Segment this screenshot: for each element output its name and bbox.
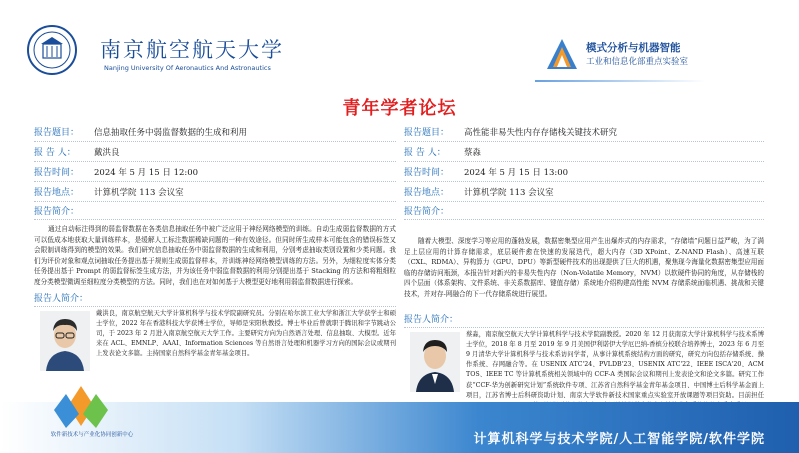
abstract-text: 随着大模型、深度学习等应用的蓬勃发展，数据密集型应用产生出爆炸式的内存需求，“存储墙”问题日益严峻，为了满足上层应用的计算存储需求，底层硬件愈在快速的发展迭代，超大内存（3D XPoint、Z-NAND Flash）、高速互联（CXL、RDMA）、异构算力（GPU、DPU）等新型硬件技术的出现提供了巨大的机遇，聚焦现今海量化数据密集型应用面临的存储访问瓶颈，本报告针对新兴的非易失性内存（Non-Volatile Memory，NVM）以软硬件协同的角度，从存储栈的四个层面（体系架构、文件系统、非关系数据库、键值存储）系统地介绍构建高性能 NVM 存储系统面临机遇、挑战和关键技术，并对存-网融合的下一代存储系统进行展望。	[404, 237, 764, 298]
lab-name-line1: 模式分析与机器智能	[586, 42, 681, 54]
speaker-value: 蔡淼	[464, 147, 482, 158]
speaker-photo	[410, 332, 460, 392]
abstract-label: 报告简介：	[34, 202, 396, 220]
innovation-center-logo-icon	[46, 384, 116, 430]
place-row	[34, 182, 396, 202]
innovation-center-name: 软件新技术与产业化协同创新中心	[50, 432, 134, 438]
abstract-text: 通过自动标注得到的弱监督数据在各类信息抽取任务中被广泛应用于神经网络模型的训练。自动生成弱监督数据的方式可以低成本地获取大量训练样本，是缓解人工标注数据稀缺问题的一种有效途径。但同时所生成样本可能包含的错误标签又会限制训练得到的模型的效果。我们研究信息抽取任务中弱监督数据的生成和利用，分别考虑抽取类别设置和少类问题。我们为评价对象和观点词抽取任务提出基于规则生成弱监督样本，并训练神经网络模型训练的方法。另外，为细粒度实体分类任务提出基于 Prompt 的弱监督标签生成方法，并为该任务中弱监督数据的利用分别提出基于 Stacking 的方法和将粗细粒度分类模型微调至细粒度分类模型的方法。同时，我们也在对如何基于大模型更好地利用弱监督数据进行探索。	[34, 225, 396, 286]
page-title: 青年学者论坛	[342, 98, 457, 119]
place-value: 计算机学院 113 会议室	[464, 187, 554, 198]
bio-text: 戴洪良，南京航空航天大学计算机科学与技术学院副研究员。分别在哈尔滨工业大学和浙江大学获学士和硕士学位，2022 年在香港科技大学获博士学位，导师是宋阳秋教授。博士毕业后曾就职于腾讯和字节跳动公司，于 2023 年 2 月进入南京航空航天大学工作。主要研究方向为自然语言处理、信息抽取、大模型。近年来在 ACL、EMNLP、AAAI、Information Sciences 等自然语言处理和机器学习方向的国际会议或期刊上发表论文多篇。主持国家自然科学基金青年基金项目。	[96, 309, 396, 358]
university-name-cn: 南京航空航天大学	[100, 38, 284, 62]
speaker-row	[404, 142, 764, 162]
time-row	[34, 162, 396, 182]
time-row	[404, 162, 764, 182]
university-name-en: Nanjing University Of Aeronautics And Astronautics	[104, 64, 271, 72]
decorative-line	[535, 80, 705, 82]
place-value: 计算机学院 113 会议室	[94, 187, 184, 198]
bio-label: 报告人简介：	[404, 310, 764, 328]
speaker-value: 戴洪良	[94, 147, 120, 158]
place-label: 报告地点：	[34, 188, 80, 198]
time-value: 2024 年 5 月 15 日 13:00	[464, 167, 569, 178]
bio-text: 蔡淼，南京航空航天大学计算机科学与技术学院副教授。2020 年 12 月获南京大学计算机科学与技术系博士学位，2018 年 8 月至 2019 年 9 月美国伊利诺伊大学厄巴纳-香槟分校联合培养博士，2023 年 6 月至 9 月清华大学计算机科学与技术系访问学者，从事计算机系统结构方面的研究，研究方向包括存储系统、操作系统、存网融合等。在 USENIX ATC'24、PVLDB'23、USENIX ATC'22、IEEE ISCA'20、ACM TOS、IEEE TC 等计算机系统相关领域中的 CCF-A 类国际会议和期刊上发表论文和论文多篇。研究工作获“CCF-华为创新研究计划”系统软件专项、江苏省自然科学基金青年基金项目、中国博士后科学基金面上项目，江苏省博士后科研资助计划、南京大学软件新技术国家重点实验室开放课题等项目资助。目前担任	[466, 330, 764, 399]
time-label: 报告时间：	[404, 168, 450, 178]
header	[0, 0, 799, 96]
place-label: 报告地点：	[404, 188, 450, 198]
school-names: 计算机科学与技术学院/人工智能学院/软件学院	[473, 432, 765, 447]
talk-left	[34, 122, 396, 400]
speaker-row	[34, 142, 396, 162]
topic-row	[34, 122, 396, 142]
lab-name-line2: 工业和信息化部重点实验室	[586, 57, 689, 67]
topic-value: 高性能非易失性内存存储栈关键技术研究	[464, 127, 618, 138]
speaker-label: 报 告 人：	[34, 148, 76, 158]
lab-logo-icon	[545, 37, 579, 71]
abstract-label: 报告简介：	[404, 202, 764, 220]
place-row	[404, 182, 764, 202]
time-value: 2024 年 5 月 15 日 12:00	[94, 167, 199, 178]
bio-label: 报告人简介：	[34, 289, 396, 307]
time-label: 报告时间：	[34, 168, 80, 178]
university-emblem-icon	[26, 24, 78, 76]
topic-row	[404, 122, 764, 142]
topic-label: 报告题目：	[404, 128, 450, 138]
speaker-label: 报 告 人：	[404, 148, 446, 158]
talk-right	[404, 122, 764, 400]
topic-value: 信息抽取任务中弱监督数据的生成和利用	[94, 127, 248, 138]
topic-label: 报告题目：	[34, 128, 80, 138]
speaker-photo	[40, 311, 90, 371]
